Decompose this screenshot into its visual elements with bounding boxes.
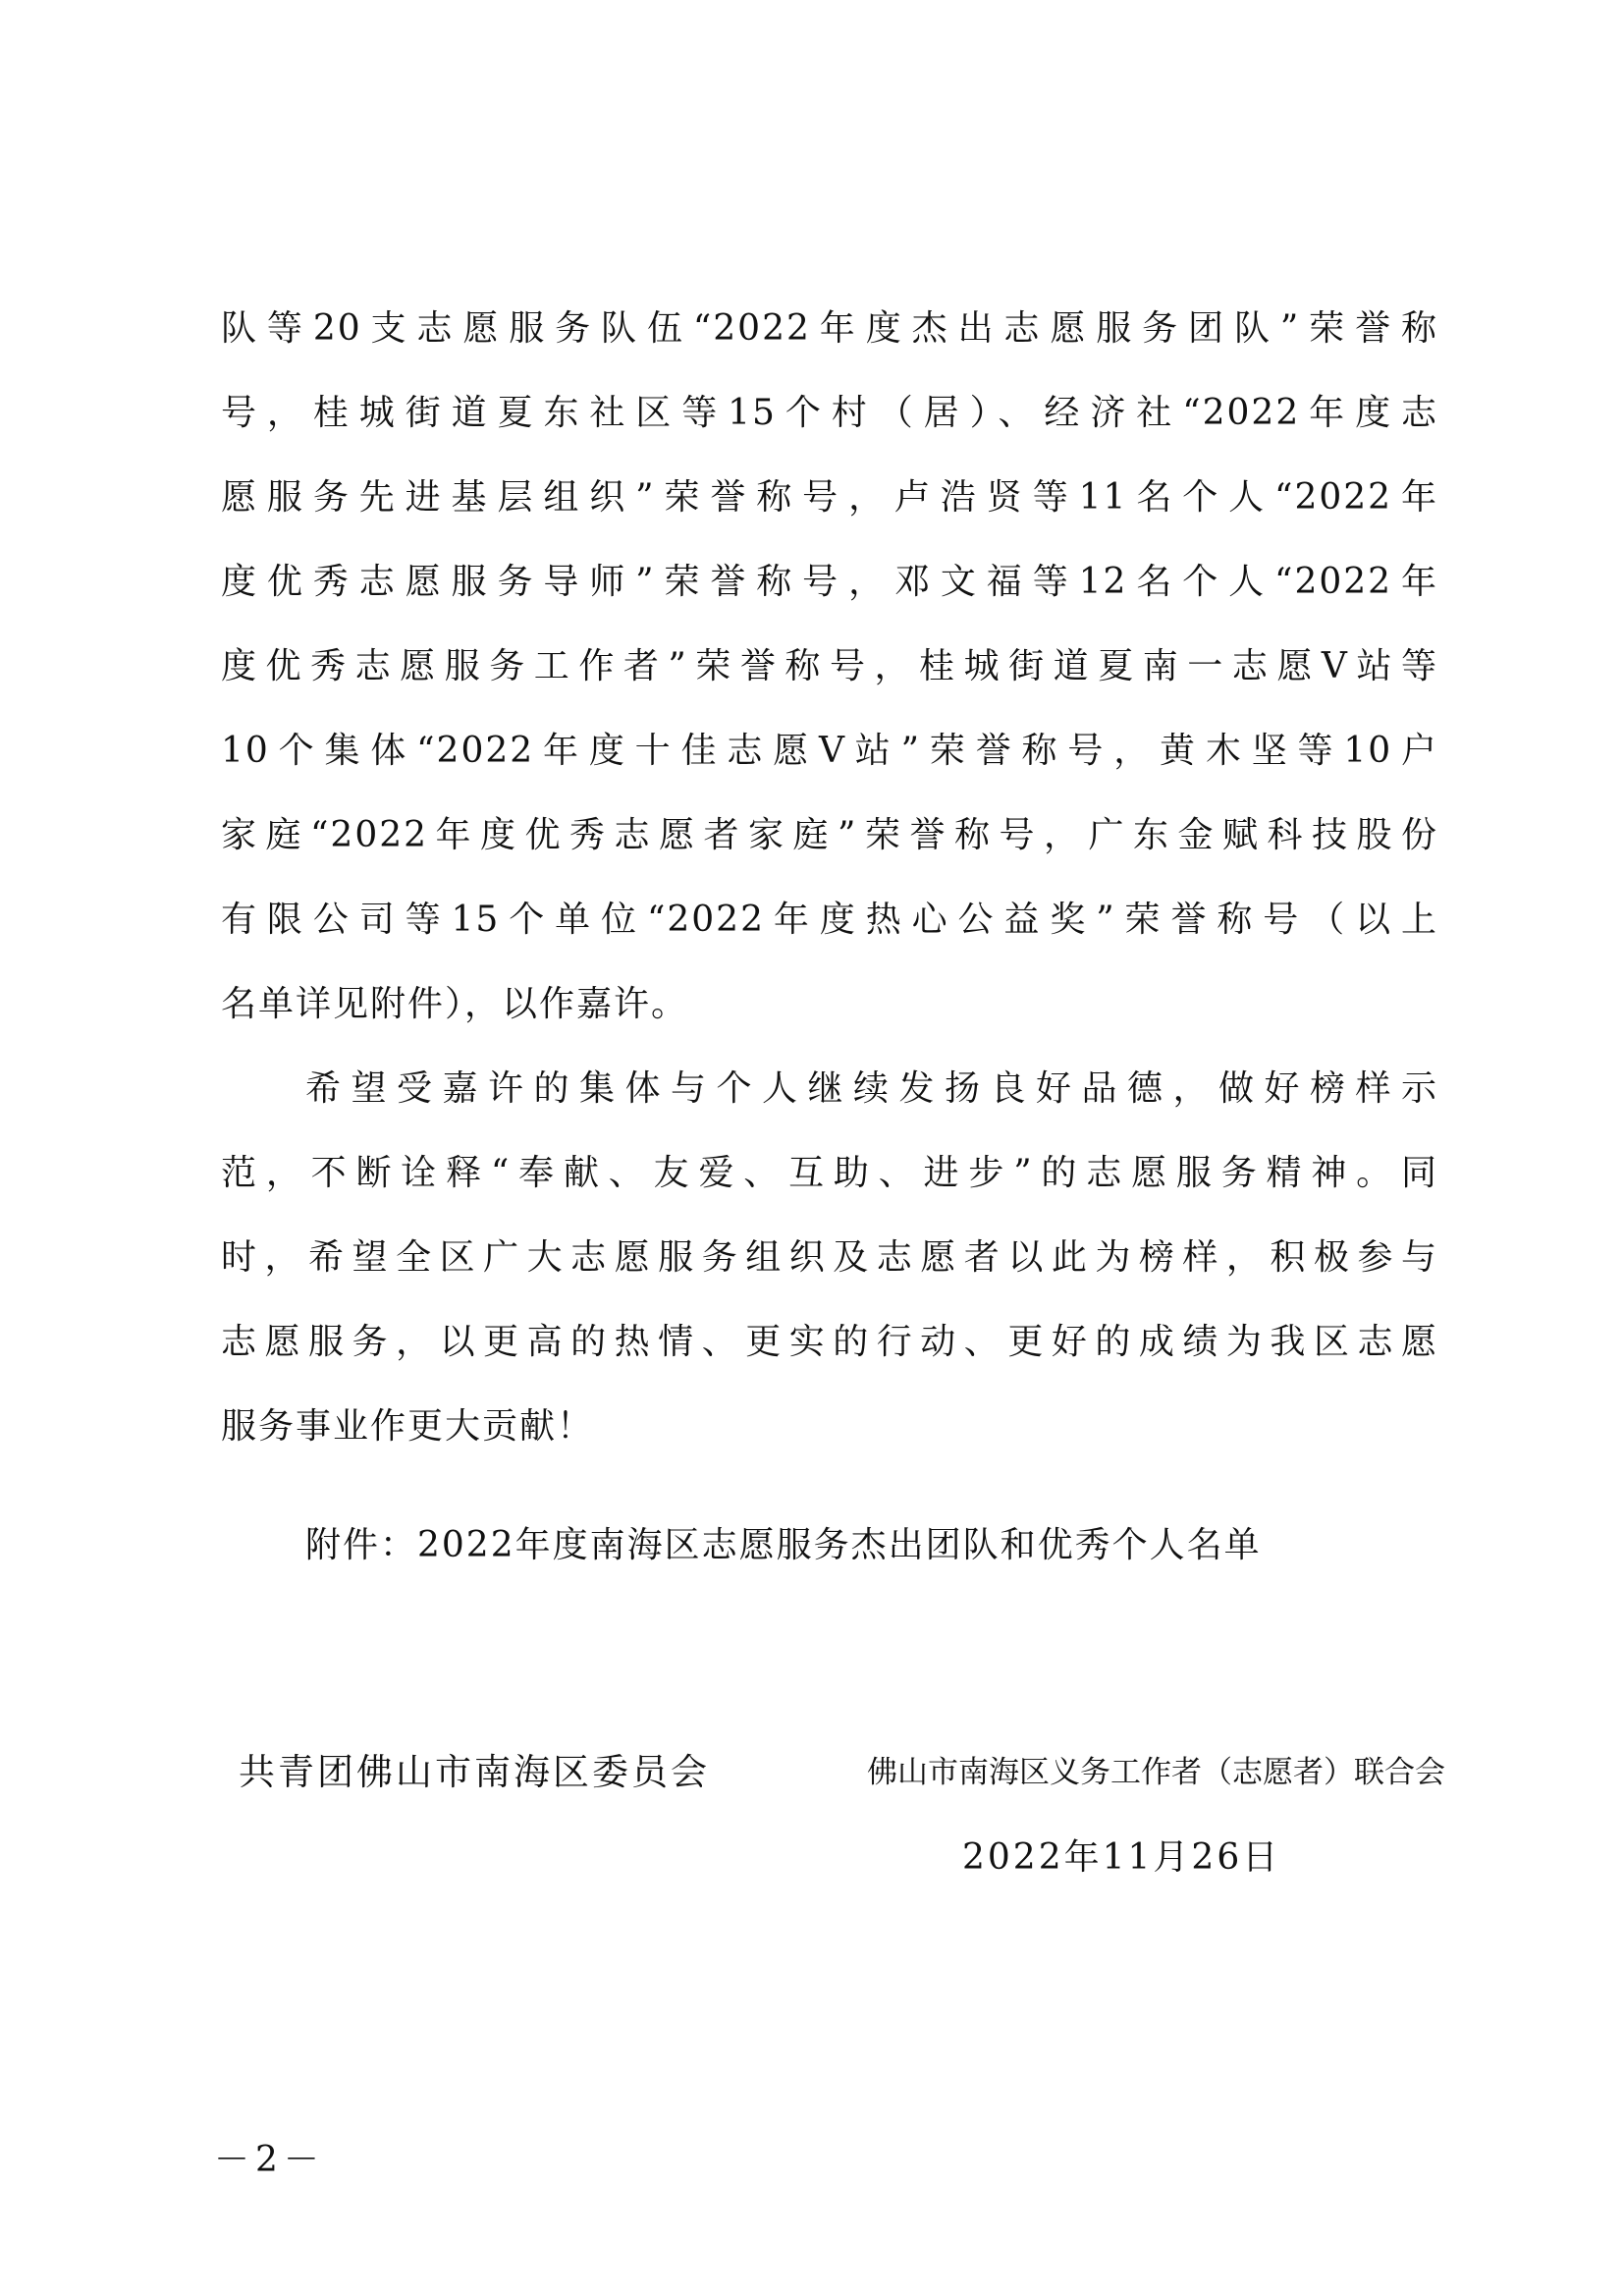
body-line: 服务事业作更大贡献！ <box>221 1406 595 1447</box>
issuer-volunteer-federation: 佛山市南海区义务工作者（志愿者）联合会 <box>867 1755 1445 1790</box>
attachment-note: 附件：2022年度南海区志愿服务杰出团队和优秀个人名单 <box>305 1525 1262 1565</box>
body-line: 度优秀志愿服务导师”荣誉称号，邓文福等12名个人“2022年 <box>221 562 1438 602</box>
body-text <box>221 300 1438 1482</box>
page-number: －2－ <box>214 2140 325 2180</box>
issue-date: 2022年11月26日 <box>962 1837 1281 1878</box>
body-line: 名单详见附件），以作嘉许。 <box>221 984 689 1024</box>
body-line: 度优秀志愿服务工作者”荣誉称号，桂城街道夏南一志愿V站等 <box>221 646 1438 686</box>
body-line: 范，不断诠释“奉献、友爱、互助、进步”的志愿服务精神。同 <box>221 1153 1438 1193</box>
body-line: 10个集体“2022年度十佳志愿V站”荣誉称号，黄木坚等10户 <box>221 731 1438 771</box>
body-line: 队等20支志愿服务队伍“2022年度杰出志愿服务团队”荣誉称 <box>221 308 1438 349</box>
body-line: 号，桂城街道夏东社区等15个村（居）、经济社“2022年度志 <box>221 393 1438 433</box>
body-line: 志愿服务，以更高的热情、更实的行动、更好的成绩为我区志愿 <box>221 1322 1438 1362</box>
body-line: 愿服务先进基层组织”荣誉称号，卢浩贤等11名个人“2022年 <box>221 477 1438 518</box>
body-line: 家庭“2022年度优秀志愿者家庭”荣誉称号，广东金赋科技股份 <box>221 815 1438 855</box>
body-line: 有限公司等15个单位“2022年度热心公益奖”荣誉称号（以上 <box>221 900 1438 940</box>
body-line: 时，希望全区广大志愿服务组织及志愿者以此为榜样，积极参与 <box>221 1237 1438 1278</box>
body-line: 希望受嘉许的集体与个人继续发扬良好品德，做好榜样示 <box>305 1068 1438 1109</box>
issuer-youth-league: 共青团佛山市南海区委员会 <box>239 1751 710 1793</box>
